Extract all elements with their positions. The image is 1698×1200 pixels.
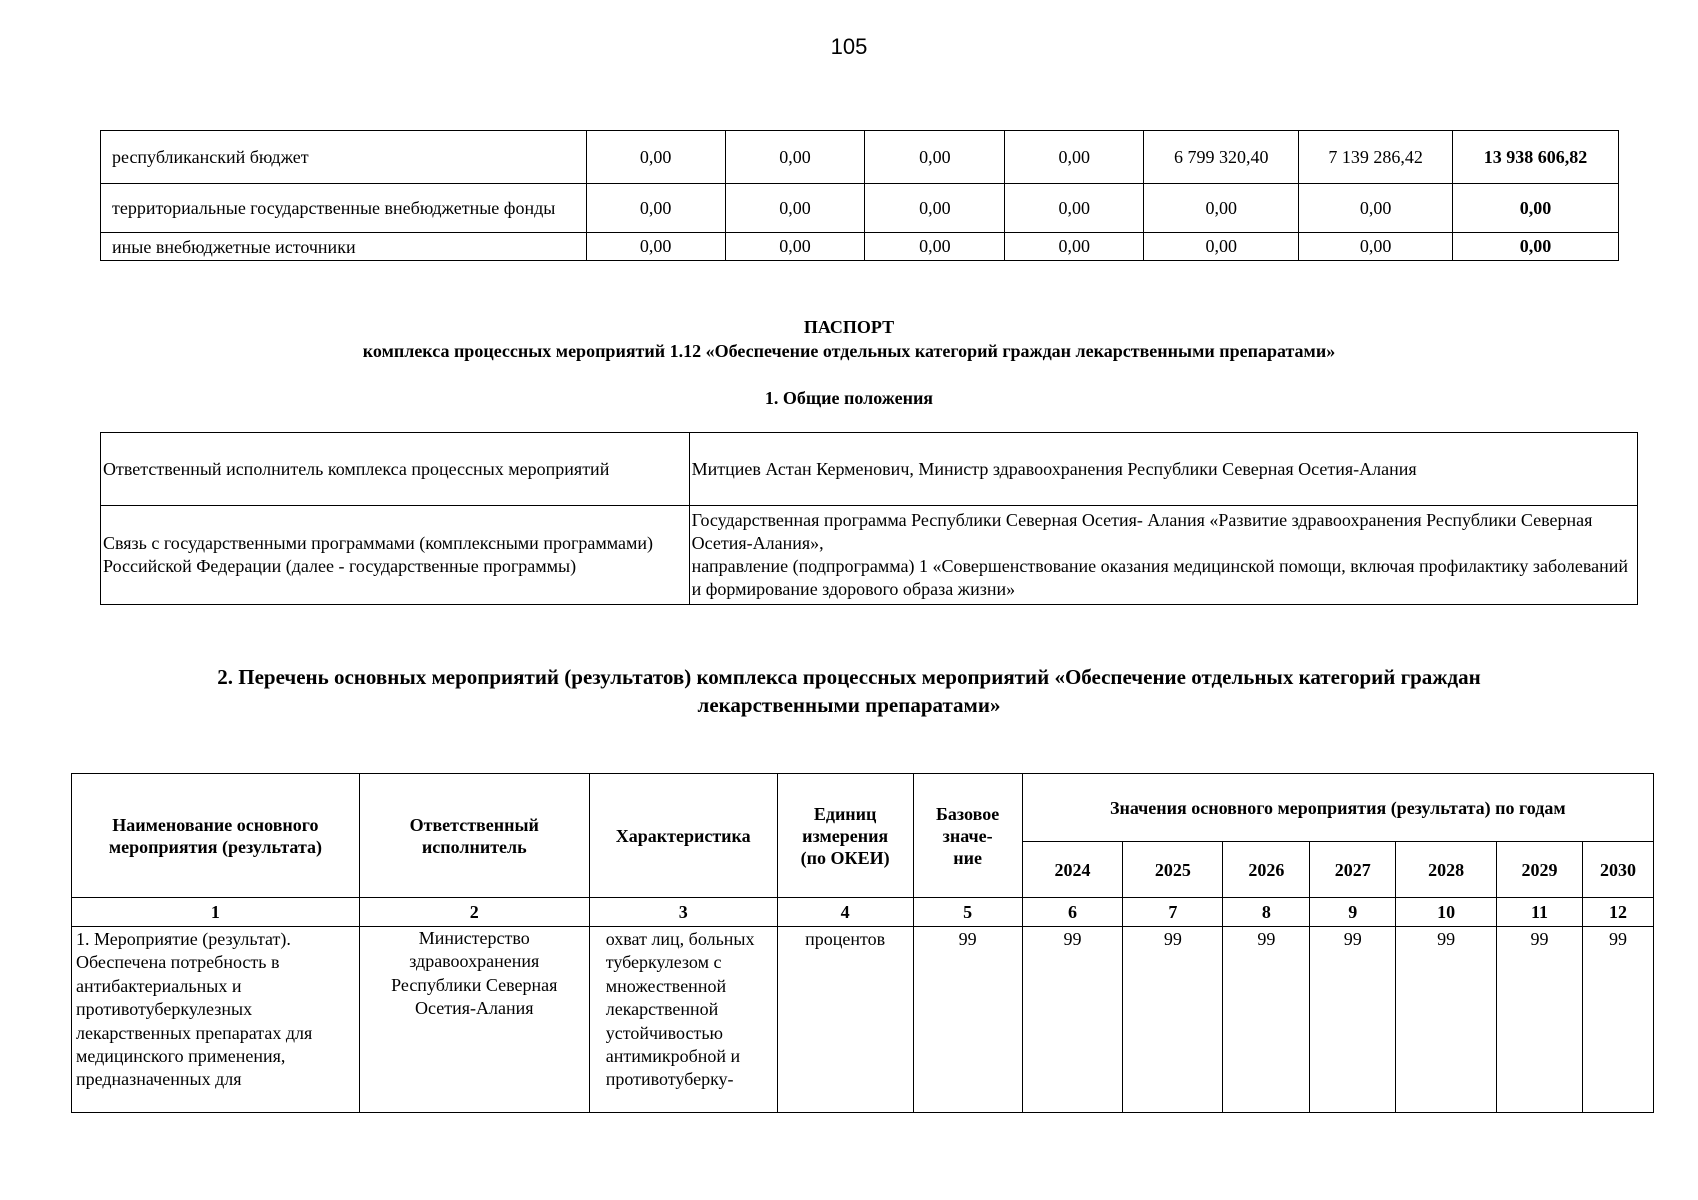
header-year: 2027 [1310, 842, 1396, 898]
funding-value: 0,00 [586, 233, 725, 261]
column-number: 11 [1497, 898, 1583, 927]
funding-value: 0,00 [1005, 233, 1144, 261]
funding-total: 13 938 606,82 [1453, 131, 1619, 184]
funding-value: 0,00 [1299, 184, 1453, 233]
activity-unit: процентов [777, 927, 913, 1113]
activity-year-value: 99 [1223, 927, 1310, 1113]
activity-year-value: 99 [1497, 927, 1583, 1113]
column-number: 10 [1396, 898, 1497, 927]
funding-value: 6 799 320,40 [1144, 131, 1299, 184]
passport-table [100, 432, 1638, 605]
header-year: 2028 [1396, 842, 1497, 898]
passport-value-text: направление (подпрограмма) 1 «Совершенствование оказания медицинской помощи, включая профилактику заболеваний и формирование здорового образа жизни» [691, 556, 1629, 599]
column-number: 1 [72, 898, 360, 927]
header-executor: Ответственный исполнитель [359, 774, 589, 898]
header-year [1582, 842, 1653, 898]
passport-value [689, 433, 1637, 506]
activity-year-value: 99 [1123, 927, 1223, 1113]
funding-value: 0,00 [1005, 131, 1144, 184]
activity-year-value: 99 [1582, 927, 1653, 1113]
section1-heading: 1. Общие положения [764, 388, 934, 408]
passport-value [689, 506, 1637, 605]
funding-value: 0,00 [865, 131, 1005, 184]
funding-value: 0,00 [725, 184, 865, 233]
funding-row [101, 131, 1619, 184]
funding-value: 0,00 [865, 184, 1005, 233]
funding-value: 0,00 [1144, 184, 1299, 233]
section2-heading [0, 663, 1698, 719]
passport-row [101, 433, 1638, 506]
header-year-text: 2030 [1599, 859, 1636, 880]
header-unit: Единиц измерения (по ОКЕИ) [777, 774, 913, 898]
header-values-by-year: Значения основного мероприятия (результата) по годам [1022, 774, 1653, 842]
table-row [72, 927, 1654, 1113]
activity-name: 1. Мероприятие (результат). Обеспечена потребность в антибактериальных и противотуберкулезных лекарственных препаратах для медицинского применения, предназначенных для [72, 927, 360, 1113]
section2-heading-line: 2. Перечень основных мероприятий (результатов) комплекса процессных мероприятий «Обеспечение отдельных категорий граждан [217, 665, 1481, 689]
funding-value: 0,00 [586, 184, 725, 233]
header-characteristic: Характеристика [589, 774, 777, 898]
column-number: 5 [913, 898, 1022, 927]
column-number: 12 [1582, 898, 1653, 927]
column-number: 2 [359, 898, 589, 927]
funding-value: 0,00 [1005, 184, 1144, 233]
header-year: 2024 [1022, 842, 1123, 898]
page-number: 105 [830, 34, 868, 59]
header-year: 2025 [1123, 842, 1223, 898]
column-number: 4 [777, 898, 913, 927]
header-row [72, 774, 1654, 842]
header-base: Базовое значе-ние [913, 774, 1022, 898]
activity-year-value: 99 [1022, 927, 1123, 1113]
funding-table [100, 130, 1619, 261]
passport-value-text: Митциев Астан Керменович, Министр здравоохранения Республики Северная Осетия-Алания [691, 458, 1417, 479]
passport-label: Связь с государственными программами (комплексными программами) Российской Федерации (далее - государственные программы) [101, 506, 690, 605]
funding-value: 0,00 [586, 131, 725, 184]
funding-value: 0,00 [1144, 233, 1299, 261]
activities-table [71, 773, 1654, 1113]
passport-row [101, 506, 1638, 605]
section2-heading-line: лекарственными препаратами» [697, 693, 1001, 717]
funding-source: республиканский бюджет [101, 131, 587, 184]
funding-value: 0,00 [725, 131, 865, 184]
passport-subtitle: комплекса процессных мероприятий 1.12 «Обеспечение отдельных категорий граждан лекарственными препаратами» [362, 341, 1336, 361]
activity-characteristic: охват лиц, больных туберкулезом с множественной лекарственной устойчивостью антимикробной и противотуберку- [589, 927, 777, 1113]
funding-value: 0,00 [1299, 233, 1453, 261]
header-year: 2029 [1497, 842, 1583, 898]
passport-title: ПАСПОРТ [803, 317, 895, 337]
funding-source: иные внебюджетные источники [101, 233, 587, 261]
funding-row [101, 184, 1619, 233]
funding-total: 0,00 [1453, 233, 1619, 261]
column-number: 9 [1310, 898, 1396, 927]
column-number: 3 [589, 898, 777, 927]
activity-year-value: 99 [1396, 927, 1497, 1113]
header-name: Наименование основного мероприятия (результата) [72, 774, 360, 898]
funding-value: 0,00 [865, 233, 1005, 261]
activity-base-value: 99 [913, 927, 1022, 1113]
passport-label: Ответственный исполнитель комплекса процессных мероприятий [101, 433, 690, 506]
column-numbers-row [72, 898, 1654, 927]
funding-row [101, 233, 1619, 261]
funding-source: территориальные государственные внебюджетные фонды [101, 184, 587, 233]
activity-year-value: 99 [1310, 927, 1396, 1113]
funding-value: 0,00 [725, 233, 865, 261]
passport-value-text: Государственная программа Республики Северная Осетия- Алания «Развитие здравоохранения Республики Северная Осетия-Алания», [691, 510, 1593, 553]
header-year: 2026 [1223, 842, 1310, 898]
column-number: 7 [1123, 898, 1223, 927]
activity-executor: Министерство здравоохранения Республики Северная Осетия-Алания [359, 927, 589, 1113]
column-number: 6 [1022, 898, 1123, 927]
funding-total: 0,00 [1453, 184, 1619, 233]
column-number: 8 [1223, 898, 1310, 927]
funding-value: 7 139 286,42 [1299, 131, 1453, 184]
